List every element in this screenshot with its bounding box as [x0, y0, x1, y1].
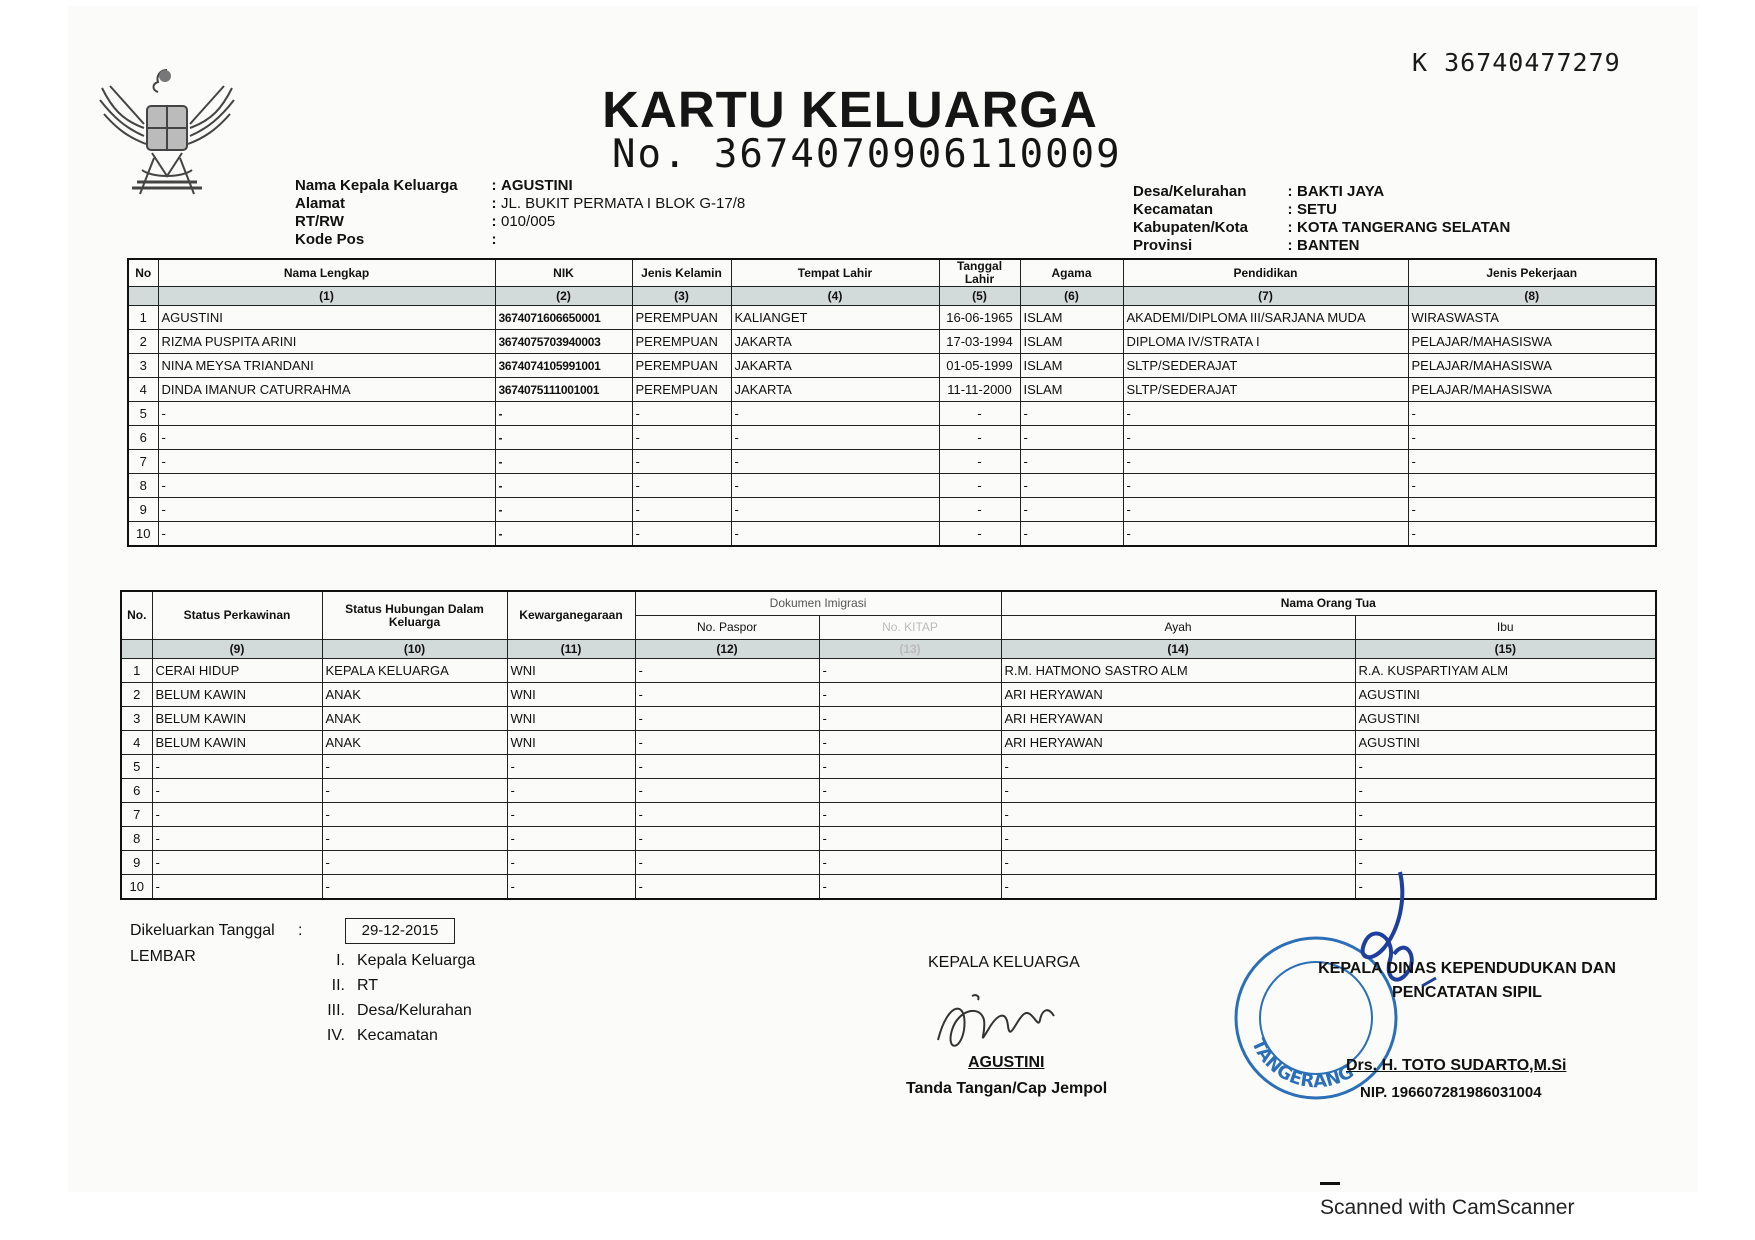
header-nik: NIK — [495, 259, 632, 287]
official-name: Drs. H. TOTO SUDARTO,M.Si — [1346, 1057, 1567, 1074]
official-nip: NIP. 196607281986031004 — [1360, 1084, 1542, 1101]
cell-birthplace: JAKARTA — [731, 378, 939, 402]
header-gender: Jenis Kelamin — [632, 259, 731, 287]
cell-kitap: - — [819, 683, 1001, 707]
cell-education: SLTP/SEDERAJAT — [1123, 354, 1408, 378]
cell-citizenship: WNI — [507, 731, 635, 755]
cell-father: ARI HERYAWAN — [1001, 731, 1355, 755]
cell-passport: - — [635, 827, 819, 851]
cell-citizenship: - — [507, 755, 635, 779]
cell-birthplace: JAKARTA — [731, 330, 939, 354]
cell-family-relation: - — [322, 851, 507, 875]
cell-passport: - — [635, 803, 819, 827]
cell-marital-status: BELUM KAWIN — [152, 731, 322, 755]
table-row — [121, 707, 1656, 731]
cell-occupation: - — [1408, 402, 1656, 426]
cell-marital-status: BELUM KAWIN — [152, 707, 322, 731]
sheet-list — [300, 948, 475, 1048]
cell-birthplace: - — [731, 402, 939, 426]
header-immigration-docs: Dokumen Imigrasi — [635, 591, 1001, 616]
issued-date: 29-12-2015 — [345, 918, 455, 944]
cell-full-name: - — [158, 450, 495, 474]
col-number: (8) — [1408, 287, 1656, 306]
column-number-row — [128, 287, 1656, 306]
table-row — [128, 330, 1656, 354]
cell-nik: 3674075703940003 — [495, 330, 632, 354]
header-religion: Agama — [1020, 259, 1123, 287]
cell-education: - — [1123, 522, 1408, 547]
dinas-title — [1292, 957, 1642, 1005]
cell-religion: ISLAM — [1020, 378, 1123, 402]
cell-marital-status: - — [152, 851, 322, 875]
table-row — [128, 306, 1656, 330]
cell-education: AKADEMI/DIPLOMA III/SARJANA MUDA — [1123, 306, 1408, 330]
table-row — [121, 755, 1656, 779]
cell-religion: - — [1020, 498, 1123, 522]
cell-gender: PEREMPUAN — [632, 354, 731, 378]
stamp-text: TANGERANG — [1247, 1035, 1358, 1093]
cell-birthplace: - — [731, 498, 939, 522]
sheet-roman: II. — [331, 977, 345, 994]
cell-kitap: - — [819, 755, 1001, 779]
cell-gender: PEREMPUAN — [632, 378, 731, 402]
cell-birthplace: - — [731, 522, 939, 547]
cell-kitap: - — [819, 779, 1001, 803]
issued-colon: : — [298, 922, 303, 939]
cell-marital-status: - — [152, 779, 322, 803]
col-number: (11) — [507, 640, 635, 659]
table-row — [128, 354, 1656, 378]
col-number: (14) — [1001, 640, 1355, 659]
cell-family-relation: - — [322, 755, 507, 779]
cell-religion: ISLAM — [1020, 354, 1123, 378]
cell-passport: - — [635, 851, 819, 875]
cell-father: - — [1001, 851, 1355, 875]
cell-no: 5 — [121, 755, 152, 779]
cell-occupation: - — [1408, 522, 1656, 547]
cell-mother: - — [1355, 851, 1656, 875]
col-number: (9) — [152, 640, 322, 659]
cell-occupation: - — [1408, 474, 1656, 498]
cell-no: 10 — [128, 522, 158, 547]
cell-citizenship: - — [507, 827, 635, 851]
cell-citizenship: - — [507, 779, 635, 803]
col-number: (2) — [495, 287, 632, 306]
cell-education: SLTP/SEDERAJAT — [1123, 378, 1408, 402]
header-occupation: Jenis Pekerjaan — [1408, 259, 1656, 287]
rtrw-label: RT/RW — [295, 213, 344, 230]
cell-education: - — [1123, 426, 1408, 450]
cell-no: 2 — [128, 330, 158, 354]
cell-no: 7 — [128, 450, 158, 474]
cell-occupation: - — [1408, 426, 1656, 450]
cell-gender: PEREMPUAN — [632, 306, 731, 330]
cell-mother: AGUSTINI — [1355, 683, 1656, 707]
cell-citizenship: - — [507, 851, 635, 875]
cell-birthdate: - — [939, 474, 1020, 498]
cell-mother: - — [1355, 755, 1656, 779]
family-head-name: AGUSTINI — [501, 177, 573, 194]
header-birthplace: Tempat Lahir — [731, 259, 939, 287]
col-number: (15) — [1355, 640, 1656, 659]
cell-religion: ISLAM — [1020, 330, 1123, 354]
cell-gender: - — [632, 498, 731, 522]
cell-full-name: - — [158, 474, 495, 498]
cell-marital-status: CERAI HIDUP — [152, 659, 322, 683]
cell-nik: - — [495, 402, 632, 426]
head-info-right: Desa/Kelurahan : BAKTI JAYA Kecamatan : SETU Kabupaten/Kota : KOTA TANGERANG SELATAN Provinsi : BANTEN — [1133, 183, 1511, 254]
sheet-roman: I. — [336, 952, 345, 969]
cell-no: 8 — [121, 827, 152, 851]
cell-mother: AGUSTINI — [1355, 707, 1656, 731]
cell-father: - — [1001, 779, 1355, 803]
table-row — [128, 426, 1656, 450]
cell-family-relation: ANAK — [322, 683, 507, 707]
cell-no: 10 — [121, 875, 152, 900]
cell-family-relation: - — [322, 827, 507, 851]
cell-full-name: DINDA IMANUR CATURRAHMA — [158, 378, 495, 402]
cell-birthdate: - — [939, 402, 1020, 426]
cell-citizenship: WNI — [507, 707, 635, 731]
regency-label: Kabupaten/Kota — [1133, 219, 1249, 236]
serial-number: K 36740477279 — [1412, 48, 1621, 77]
col-number: (5) — [939, 287, 1020, 306]
cell-no: 9 — [128, 498, 158, 522]
cell-occupation: - — [1408, 450, 1656, 474]
cell-marital-status: - — [152, 875, 322, 900]
cell-birthplace: - — [731, 426, 939, 450]
cell-full-name: RIZMA PUSPITA ARINI — [158, 330, 495, 354]
cell-father: - — [1001, 755, 1355, 779]
cell-citizenship: - — [507, 875, 635, 900]
col-number: (6) — [1020, 287, 1123, 306]
village-label: Desa/Kelurahan — [1133, 183, 1247, 200]
col-number: (10) — [322, 640, 507, 659]
cell-religion: ISLAM — [1020, 306, 1123, 330]
cell-nik: - — [495, 498, 632, 522]
province-value: BANTEN — [1297, 237, 1360, 254]
sheet-name: Desa/Kelurahan — [357, 1002, 472, 1019]
cell-birthdate: - — [939, 450, 1020, 474]
cell-birthdate: 11-11-2000 — [939, 378, 1020, 402]
cell-occupation: PELAJAR/MAHASISWA — [1408, 330, 1656, 354]
family-status-table — [120, 590, 1657, 900]
col-number: (13) — [819, 640, 1001, 659]
cell-nik: - — [495, 474, 632, 498]
cell-family-relation: - — [322, 803, 507, 827]
cell-nik: 3674071606650001 — [495, 306, 632, 330]
head-info-left: Nama Kepala Keluarga : AGUSTINI Alamat : JL. BUKIT PERMATA I BLOK G-17/8 RT/RW : 010/005 Kode Pos : — [295, 177, 746, 248]
cell-birthplace: - — [731, 450, 939, 474]
cell-birthdate: 01-05-1999 — [939, 354, 1020, 378]
col-number: (12) — [635, 640, 819, 659]
cell-full-name: - — [158, 522, 495, 547]
col-number: (4) — [731, 287, 939, 306]
cell-no: 6 — [128, 426, 158, 450]
header-marital-status: Status Perkawinan — [152, 591, 322, 640]
cell-gender: - — [632, 522, 731, 547]
cell-no: 3 — [121, 707, 152, 731]
district-value: SETU — [1297, 201, 1338, 218]
cell-birthplace: KALIANGET — [731, 306, 939, 330]
cell-kitap: - — [819, 659, 1001, 683]
cell-birthplace: JAKARTA — [731, 354, 939, 378]
cell-religion: - — [1020, 426, 1123, 450]
address-value: JL. BUKIT PERMATA I BLOK G-17/8 — [501, 195, 746, 212]
cell-nik: - — [495, 426, 632, 450]
header-parents: Nama Orang Tua — [1001, 591, 1656, 616]
document-title: KARTU KELUARGA — [602, 81, 1098, 138]
cell-nik: - — [495, 450, 632, 474]
table-row — [128, 498, 1656, 522]
cell-no: 6 — [121, 779, 152, 803]
cell-kitap: - — [819, 875, 1001, 900]
cell-religion: - — [1020, 402, 1123, 426]
cell-religion: - — [1020, 522, 1123, 547]
col-number: (3) — [632, 287, 731, 306]
cell-family-relation: - — [322, 779, 507, 803]
cell-full-name: - — [158, 402, 495, 426]
cell-passport: - — [635, 683, 819, 707]
header-education: Pendidikan — [1123, 259, 1408, 287]
cell-mother: AGUSTINI — [1355, 731, 1656, 755]
cell-full-name: AGUSTINI — [158, 306, 495, 330]
cell-mother: R.A. KUSPARTIYAM ALM — [1355, 659, 1656, 683]
cell-father: - — [1001, 827, 1355, 851]
sheet-label: LEMBAR — [130, 948, 196, 965]
cell-gender: - — [632, 426, 731, 450]
cell-father: ARI HERYAWAN — [1001, 683, 1355, 707]
column-number-row — [121, 640, 1656, 659]
cell-occupation: WIRASWASTA — [1408, 306, 1656, 330]
family-head-signed-name: AGUSTINI — [968, 1054, 1045, 1071]
cell-mother: - — [1355, 875, 1656, 900]
cell-mother: - — [1355, 827, 1656, 851]
cell-mother: - — [1355, 779, 1656, 803]
cell-religion: - — [1020, 450, 1123, 474]
cell-marital-status: - — [152, 803, 322, 827]
cell-birthdate: 17-03-1994 — [939, 330, 1020, 354]
cell-citizenship: WNI — [507, 683, 635, 707]
family-head-title: KEPALA KELUARGA — [928, 954, 1080, 971]
cell-no: 4 — [121, 731, 152, 755]
province-label: Provinsi — [1133, 237, 1193, 254]
cell-family-relation: - — [322, 875, 507, 900]
cell-nik: 3674074105991001 — [495, 354, 632, 378]
cell-passport: - — [635, 659, 819, 683]
cell-family-relation: ANAK — [322, 707, 507, 731]
cell-education: - — [1123, 498, 1408, 522]
family-members-table — [127, 258, 1657, 547]
cell-full-name: NINA MEYSA TRIANDANI — [158, 354, 495, 378]
regency-value: KOTA TANGERANG SELATAN — [1297, 219, 1511, 236]
rtrw-value: 010/005 — [501, 213, 556, 230]
cell-no: 8 — [128, 474, 158, 498]
header-birthdate: Tanggal Lahir — [939, 259, 1020, 287]
address-label: Alamat — [295, 195, 346, 212]
header-citizenship: Kewarganegaraan — [507, 591, 635, 640]
sheet-name: Kecamatan — [357, 1027, 438, 1044]
sheet-roman: III. — [327, 1002, 345, 1019]
cell-citizenship: WNI — [507, 659, 635, 683]
cell-no: 9 — [121, 851, 152, 875]
cell-passport: - — [635, 779, 819, 803]
cell-citizenship: - — [507, 803, 635, 827]
cell-passport: - — [635, 755, 819, 779]
header-passport: No. Paspor — [635, 616, 819, 640]
cell-no: 3 — [128, 354, 158, 378]
table-row — [121, 803, 1656, 827]
cell-education: - — [1123, 402, 1408, 426]
scan-mark — [1320, 1182, 1340, 1185]
table-row — [128, 522, 1656, 547]
cell-no: 1 — [121, 659, 152, 683]
cell-family-relation: ANAK — [322, 731, 507, 755]
cell-religion: - — [1020, 474, 1123, 498]
header-mother: Ibu — [1355, 616, 1656, 640]
cell-occupation: - — [1408, 498, 1656, 522]
cell-father: - — [1001, 803, 1355, 827]
cell-no: 7 — [121, 803, 152, 827]
issued-date-label: Dikeluarkan Tanggal — [130, 922, 275, 939]
table-row — [128, 450, 1656, 474]
table-row — [128, 378, 1656, 402]
dinas-title-line2: PENCATATAN SIPIL — [1392, 984, 1542, 1001]
cell-no: 5 — [128, 402, 158, 426]
cell-occupation: PELAJAR/MAHASISWA — [1408, 378, 1656, 402]
cell-education: - — [1123, 474, 1408, 498]
cell-kitap: - — [819, 851, 1001, 875]
cell-father: - — [1001, 875, 1355, 900]
cell-occupation: PELAJAR/MAHASISWA — [1408, 354, 1656, 378]
cell-kitap: - — [819, 803, 1001, 827]
table-row — [121, 659, 1656, 683]
cell-full-name: - — [158, 426, 495, 450]
table-row — [121, 827, 1656, 851]
cell-father: R.M. HATMONO SASTRO ALM — [1001, 659, 1355, 683]
cell-birthdate: 16-06-1965 — [939, 306, 1020, 330]
cell-marital-status: BELUM KAWIN — [152, 683, 322, 707]
cell-mother: - — [1355, 803, 1656, 827]
cell-passport: - — [635, 707, 819, 731]
cell-marital-status: - — [152, 827, 322, 851]
family-head-signature-icon — [928, 990, 1068, 1060]
col-number: (1) — [158, 287, 495, 306]
cell-birthdate: - — [939, 426, 1020, 450]
signature-caption: Tanda Tangan/Cap Jempol — [906, 1080, 1108, 1097]
cell-passport: - — [635, 731, 819, 755]
cell-full-name: - — [158, 498, 495, 522]
cell-education: - — [1123, 450, 1408, 474]
cell-gender: PEREMPUAN — [632, 330, 731, 354]
col-number: (7) — [1123, 287, 1408, 306]
village-value: BAKTI JAYA — [1297, 183, 1385, 200]
cell-father: ARI HERYAWAN — [1001, 707, 1355, 731]
sheet-name: Kepala Keluarga — [357, 952, 476, 969]
header-family-relation: Status Hubungan Dalam Keluarga — [322, 591, 507, 640]
sheet-name: RT — [357, 977, 379, 994]
cell-gender: - — [632, 450, 731, 474]
table-row — [121, 683, 1656, 707]
cell-family-relation: KEPALA KELUARGA — [322, 659, 507, 683]
cell-gender: - — [632, 474, 731, 498]
family-head-label: Nama Kepala Keluarga — [295, 177, 458, 194]
header-no: No. — [121, 591, 152, 640]
table-row — [128, 402, 1656, 426]
sheet-roman: IV. — [326, 1027, 345, 1044]
cell-passport: - — [635, 875, 819, 900]
header-kitap: No. KITAP — [819, 616, 1001, 640]
cell-marital-status: - — [152, 755, 322, 779]
svg-text:TANGERANG — [1247, 1035, 1357, 1092]
garuda-emblem-icon — [92, 58, 242, 200]
header-no: No — [128, 259, 158, 287]
cell-no: 1 — [128, 306, 158, 330]
cell-birthdate: - — [939, 522, 1020, 547]
cell-nik: - — [495, 522, 632, 547]
document-number: No. 3674070906110009 — [612, 132, 1122, 177]
postcode-label: Kode Pos — [295, 231, 365, 248]
cell-no: 4 — [128, 378, 158, 402]
cell-education: DIPLOMA IV/STRATA I — [1123, 330, 1408, 354]
cell-kitap: - — [819, 731, 1001, 755]
dinas-title-line1: KEPALA DINAS KEPENDUDUKAN DAN — [1318, 960, 1616, 977]
cell-kitap: - — [819, 827, 1001, 851]
cell-kitap: - — [819, 707, 1001, 731]
table-row — [128, 474, 1656, 498]
table-row — [121, 731, 1656, 755]
header-full-name: Nama Lengkap — [158, 259, 495, 287]
cell-nik: 3674075111001001 — [495, 378, 632, 402]
table-row — [121, 779, 1656, 803]
district-label: Kecamatan — [1133, 201, 1214, 218]
cell-gender: - — [632, 402, 731, 426]
cell-birthdate: - — [939, 498, 1020, 522]
header-father: Ayah — [1001, 616, 1355, 640]
cell-no: 2 — [121, 683, 152, 707]
scanner-watermark: Scanned with CamScanner — [1320, 1196, 1575, 1219]
cell-birthplace: - — [731, 474, 939, 498]
